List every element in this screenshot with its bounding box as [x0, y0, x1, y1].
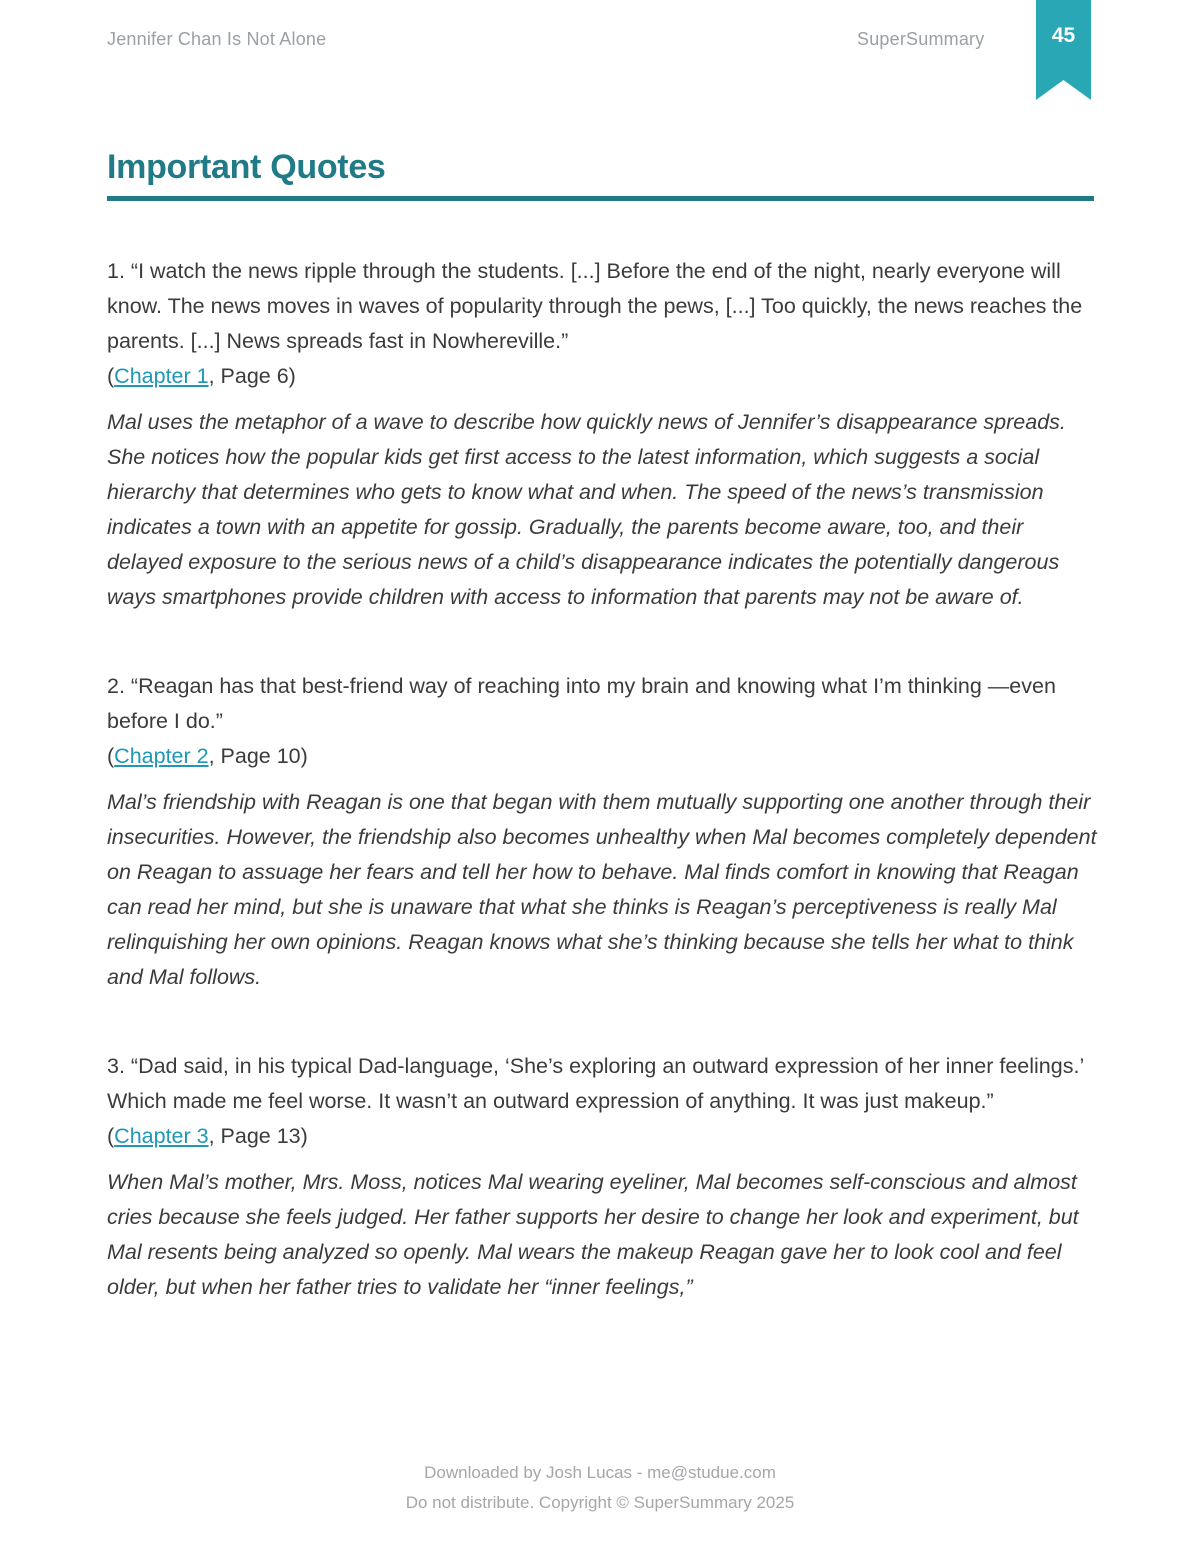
quote-citation	[107, 739, 1097, 774]
quote-analysis: When Mal’s mother, Mrs. Moss, notices Mal wearing eyeliner, Mal becomes self-conscious and almost cries because she feels judged. Her father supports her desire to change her look and experiment, but Mal resents being analyzed so openly. Mal wears the makeup Reagan gave her to look cool and feel older, but when her father tries to validate her “inner feelings,”	[107, 1170, 1079, 1299]
chapter-link[interactable]: Chapter 1	[114, 364, 209, 388]
quote-item	[107, 254, 1097, 615]
section-title: Important Quotes	[107, 148, 386, 186]
footer-downloaded-by: Downloaded by Josh Lucas - me@studue.com	[424, 1463, 776, 1482]
page-number: 45	[1051, 24, 1076, 47]
quote-text: 1. “I watch the news ripple through the students. [...] Before the end of the night, nearly everyone will know. The news moves in waves of popularity through the pews, [...] Too quickly, the news reaches the parents. [...] News spreads fast in Nowhereville.”	[107, 259, 1083, 353]
chapter-link[interactable]: Chapter 2	[114, 744, 209, 768]
quote-citation	[107, 359, 1097, 394]
citation-open-paren: (	[107, 1124, 115, 1148]
footer-copyright: Do not distribute. Copyright © SuperSummary 2025	[405, 1493, 795, 1512]
quote-text: 3. “Dad said, in his typical Dad-language, ‘She’s exploring an outward expression of her inner feelings.’ Which made me feel worse. It wasn’t an outward expression of anything. It was just makeup.”	[107, 1054, 1084, 1113]
title-underline-divider	[107, 196, 1094, 201]
quotes-list	[107, 254, 1097, 1305]
citation-page: , Page 6)	[208, 364, 296, 388]
running-header-brand: SuperSummary	[857, 29, 985, 49]
running-header-book-title: Jennifer Chan Is Not Alone	[107, 29, 327, 49]
quote-text: 2. “Reagan has that best-friend way of reaching into my brain and knowing what I’m thinking —even before I do.”	[107, 674, 1056, 733]
citation-page: , Page 13)	[208, 1124, 308, 1148]
page-number-bookmark	[1036, 0, 1091, 100]
quote-citation	[107, 1119, 1097, 1154]
citation-open-paren: (	[107, 364, 115, 388]
citation-page: , Page 10)	[208, 744, 308, 768]
chapter-link[interactable]: Chapter 3	[114, 1124, 209, 1148]
quote-analysis: Mal uses the metaphor of a wave to describe how quickly news of Jennifer’s disappearance spreads. She notices how the popular kids get first access to the latest information, which suggests a social hierarchy that determines who gets to know what and when. The speed of the news’s transmission indicates a town with an appetite for gossip. Gradually, the parents become aware, too, and their delayed exposure to the serious news of a child’s disappearance indicates the potentially dangerous ways smartphones provide children with access to information that parents may not be aware of.	[107, 410, 1066, 609]
quote-item	[107, 1049, 1097, 1305]
citation-open-paren: (	[107, 744, 115, 768]
bookmark-ribbon-icon	[1036, 0, 1091, 100]
quote-item	[107, 669, 1097, 995]
quote-analysis: Mal’s friendship with Reagan is one that began with them mutually supporting one another through their insecurities. However, the friendship also becomes unhealthy when Mal becomes completely dependent on Reagan to assuage her fears and tell her how to behave. Mal finds comfort in knowing that Reagan can read her mind, but she is unaware that what she thinks is Reagan’s perceptiveness is really Mal relinquishing her own opinions. Reagan knows what she’s thinking because she tells her what to think and Mal follows.	[107, 790, 1097, 989]
